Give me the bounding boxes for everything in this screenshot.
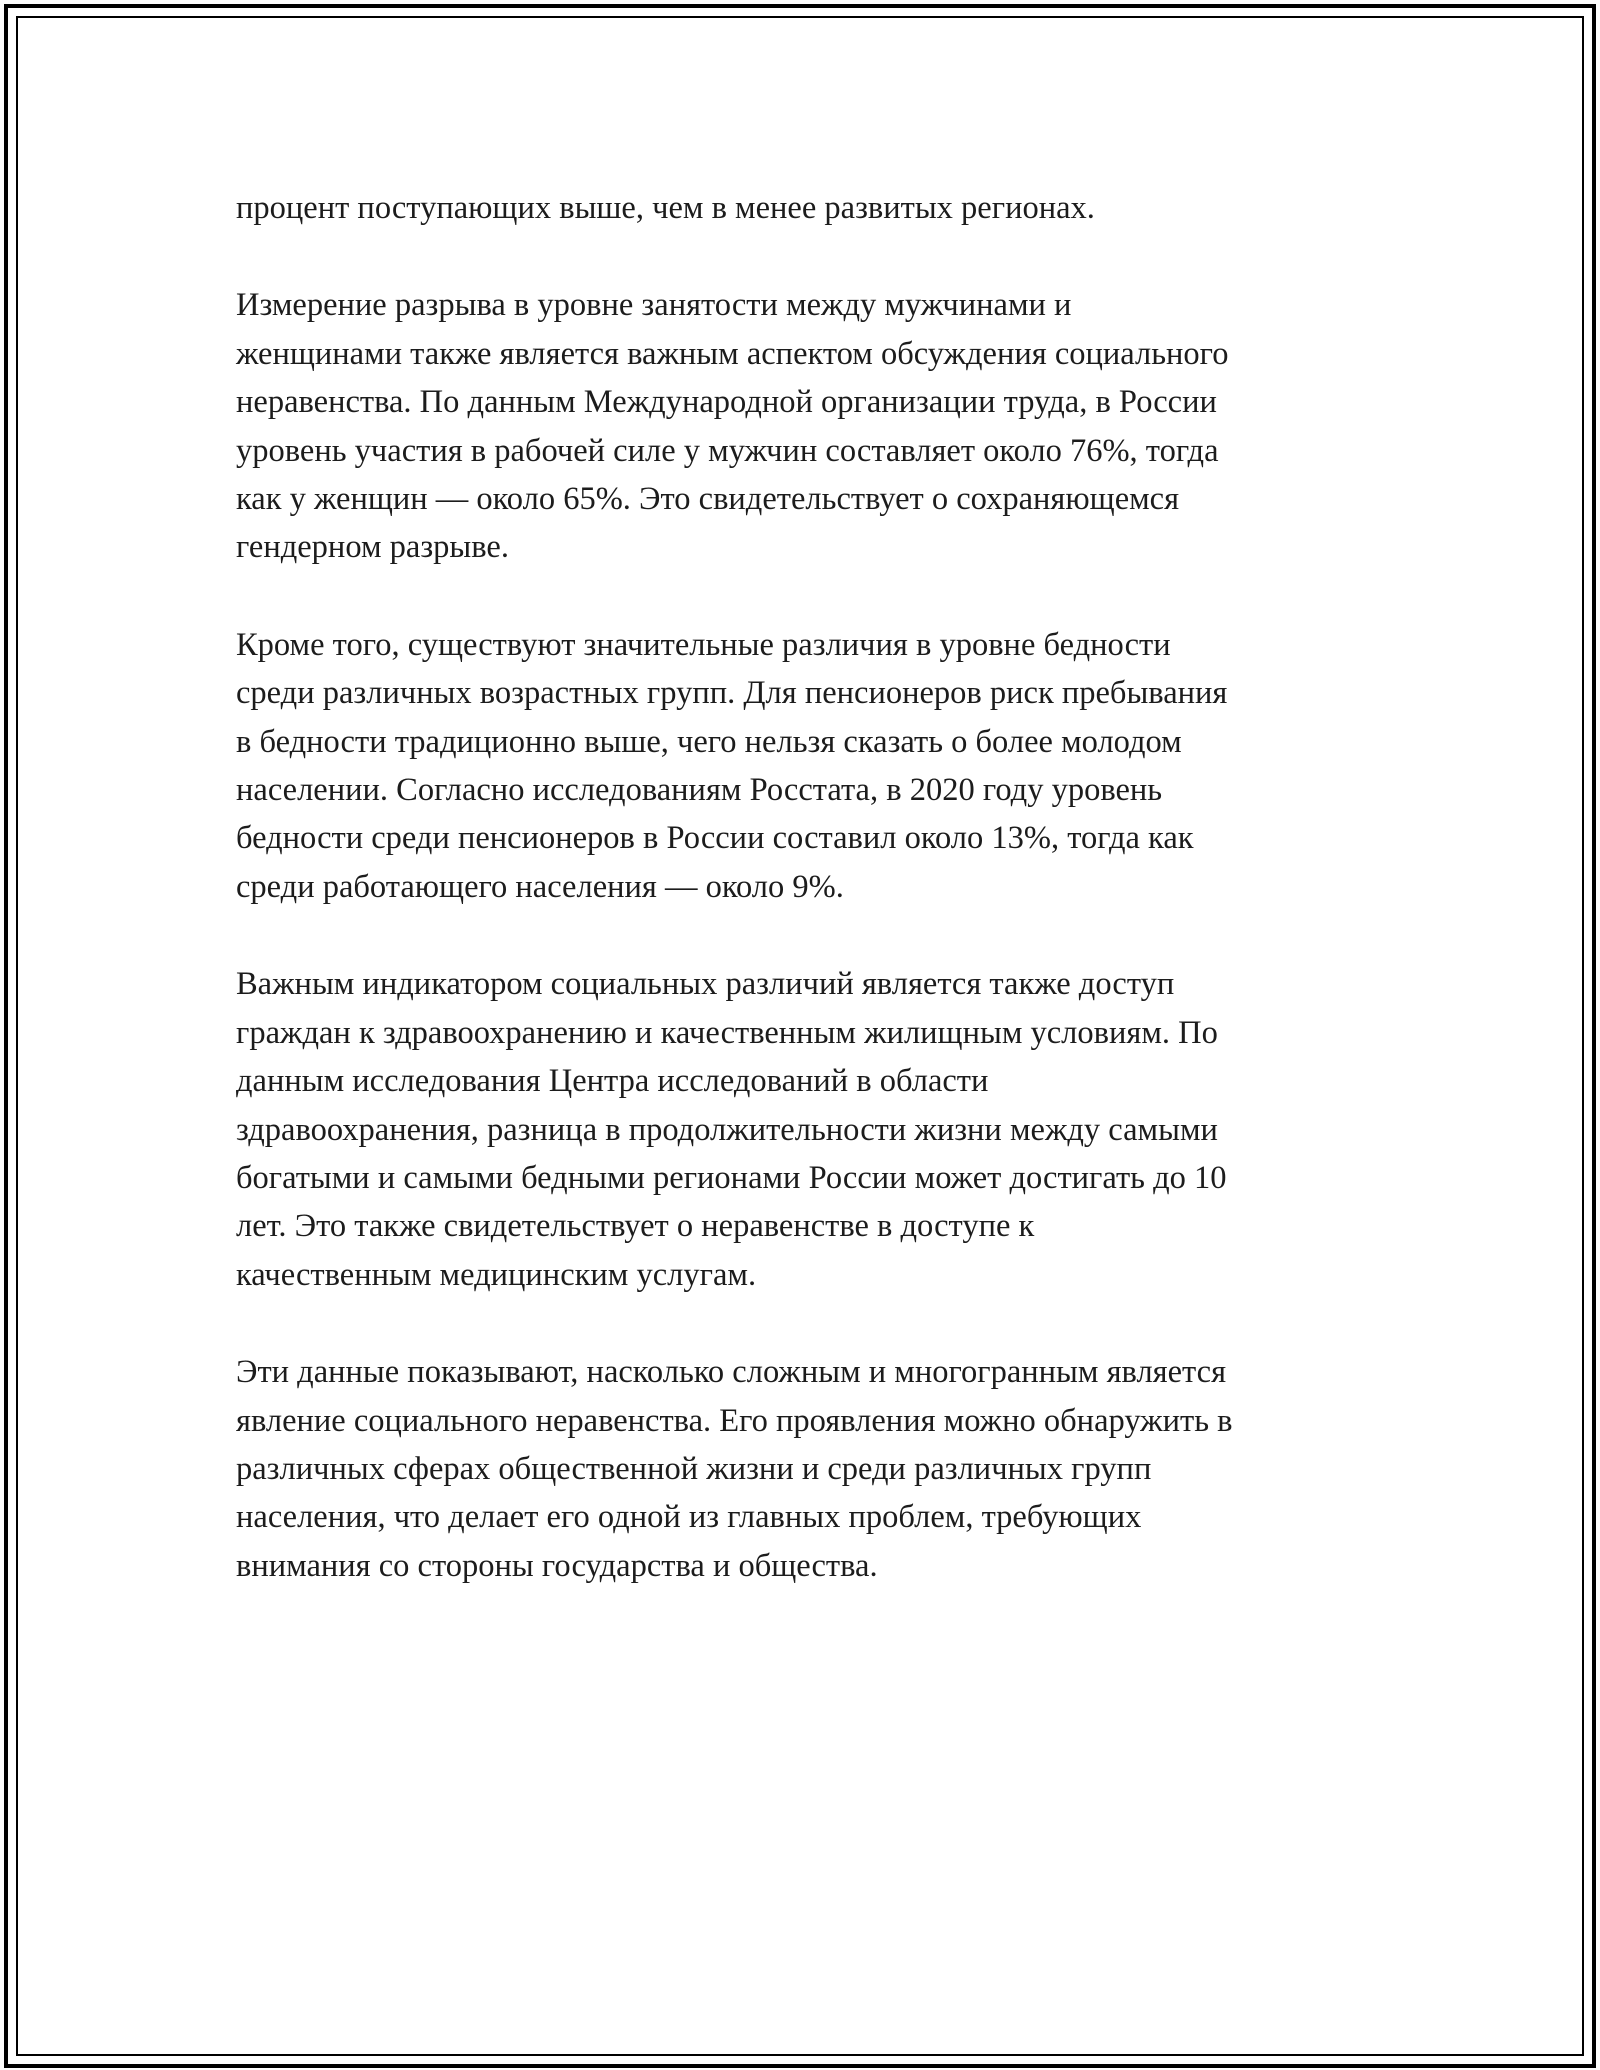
paragraph-employment-gap: Измерение разрыва в уровне занятости между мужчинами и женщинами также является важным аспектом обсуждения социального неравенства. По данным Международной организации труда, в России уровень участия в рабочей силе у мужчин составляет около 76%, тогда как у женщин — около 65%. Это свидетельствует о сохраняющемся гендерном разрыве.: [236, 287, 1229, 566]
paragraph-poverty-age-groups: Кроме того, существуют значительные различия в уровне бедности среди различных возрастных групп. Для пенсионеров риск пребывания в бедности традиционно выше, чего нельзя сказать о более молодом населении. Согласно исследованиям Росстата, в 2020 году уровень бедности среди пенсионеров в России составил около 13%, тогда как среди работающего населения — около 9%.: [236, 626, 1228, 905]
paragraph-continuation: процент поступающих выше, чем в менее развитых регионах.: [236, 190, 1095, 226]
document-body: [236, 184, 1376, 1639]
paragraph-conclusion: Эти данные показывают, насколько сложным и многогранным является явление социального неравенства. Его проявления можно обнаружить в различных сферах общественной жизни и среди различных групп населения, что делает его одной из главных проблем, требующих внимания со стороны государства и общества.: [236, 1354, 1233, 1584]
paragraph-healthcare-access: Важным индикатором социальных различий является также доступ граждан к здравоохранению и качественным жилищным условиям. По данным исследования Центра исследований в области здравоохранения, разница в продолжительности жизни между самыми богатыми и самыми бедными регионами России может достигать до 10 лет. Это также свидетельствует о неравенстве в доступе к качественным медицинским услугам.: [236, 966, 1227, 1293]
